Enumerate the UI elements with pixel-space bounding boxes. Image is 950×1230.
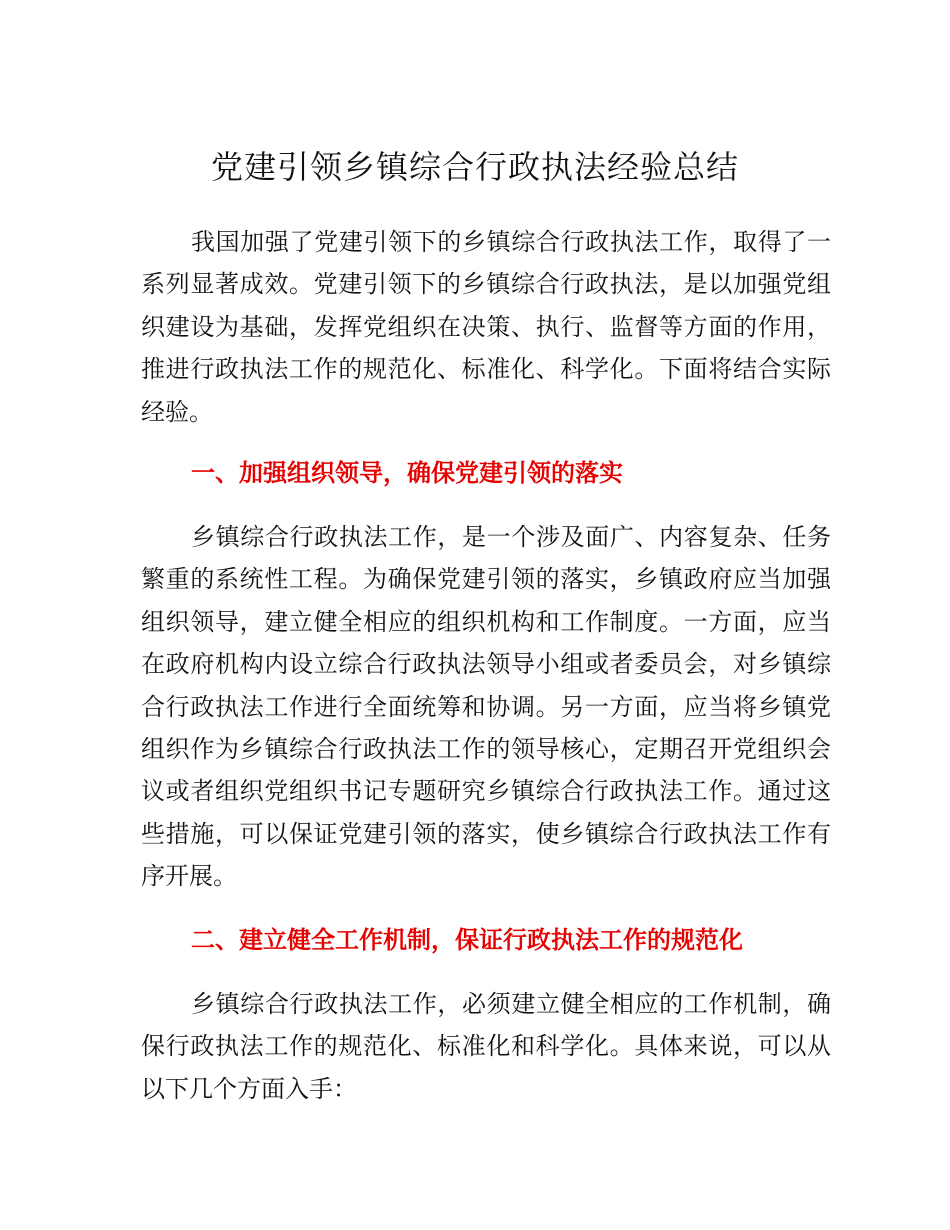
intro-paragraph: 我国加强了党建引领下的乡镇综合行政执法工作，取得了一系列显著成效。党建引领下的乡镇综合行政执法，是以加强党组织建设为基础，发挥党组织在决策、执行、监督等方面的作用，推进行政执法工作的规范化、标准化、科学化。下面将结合实际经验。	[141, 228, 831, 426]
document-title: 党建引领乡镇综合行政执法经验总结	[210, 148, 739, 186]
section-heading-2: 二、建立健全工作机制，保证行政执法工作的规范化	[191, 926, 743, 954]
section-heading-1: 一、加强组织领导，确保党建引领的落实	[191, 459, 623, 487]
section-body-1: 乡镇综合行政执法工作，是一个涉及面广、内容复杂、任务繁重的系统性工程。为确保党建引领的落实，乡镇政府应当加强组织领导，建立健全相应的组织机构和工作制度。一方面，应当在政府机构内设立综合行政执法领导小组或者委员会，对乡镇综合行政执法工作进行全面统筹和协调。另一方面，应当将乡镇党组织作为乡镇综合行政执法工作的领导核心，定期召开党组织会议或者组织党组织书记专题研究乡镇综合行政执法工作。通过这些措施，可以保证党建引领的落实，使乡镇综合行政执法工作有序开展。	[141, 523, 831, 891]
section-body-2: 乡镇综合行政执法工作，必须建立健全相应的工作机制，确保行政执法工作的规范化、标准化和科学化。具体来说，可以从以下几个方面入手：	[141, 990, 831, 1103]
